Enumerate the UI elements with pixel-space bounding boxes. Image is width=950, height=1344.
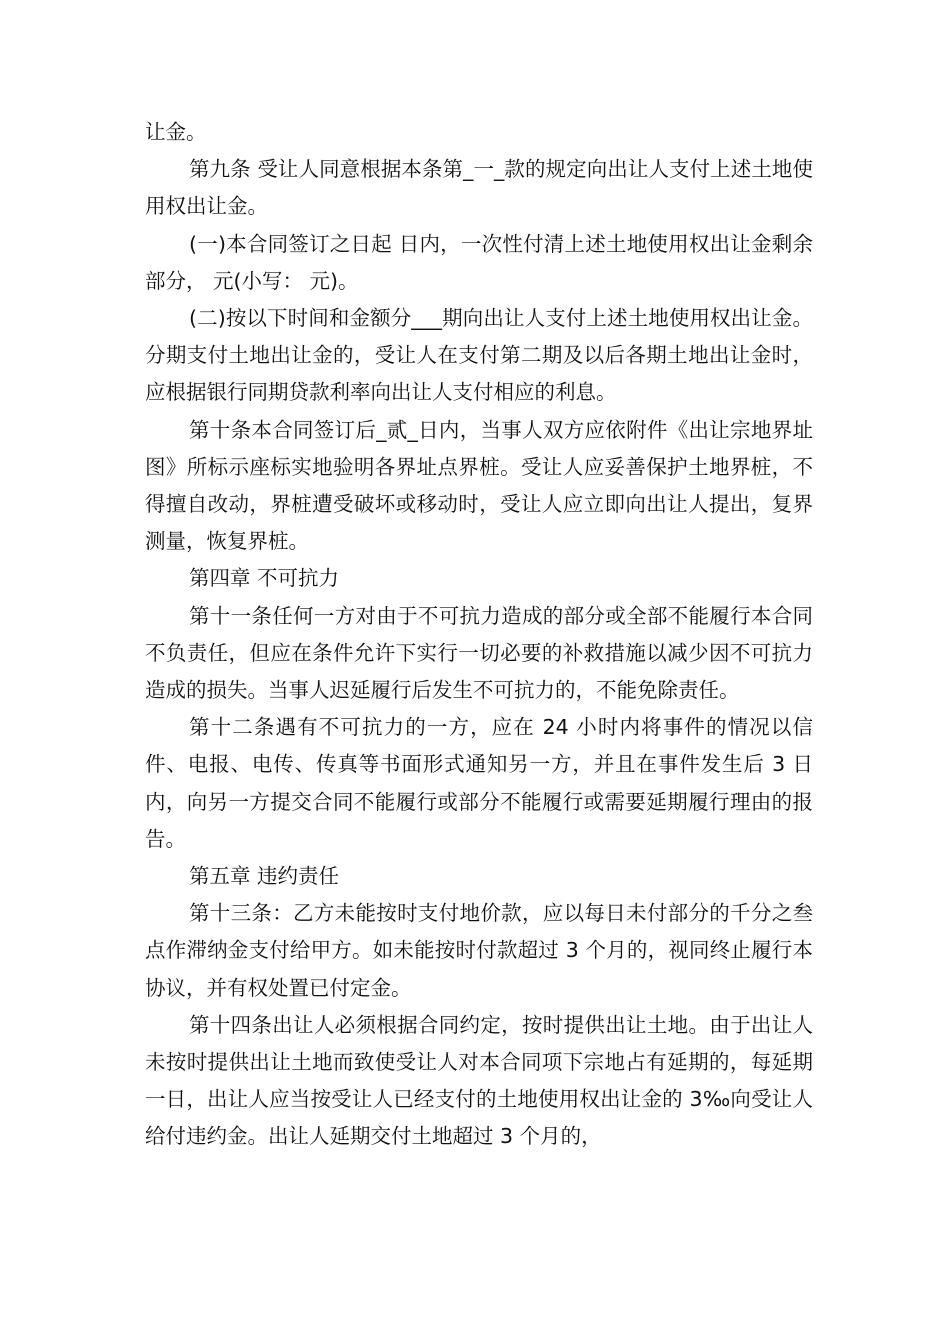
paragraph-article-14: 第十四条出让人必须根据合同约定，按时提供出让土地。由于出让人未按时提供出让土地而致使受让人对本合同项下宗地占有延期的，每延期一日，出让人应当按受让人已经支付的土地使用权出让金的 3‰向受让人给付违约金。出让人延期交付土地超过 3 个月的， [145, 1012, 813, 1149]
document-body [145, 114, 813, 1156]
paragraph-article-11: 第十一条任何一方对由于不可抗力造成的部分或全部不能履行本合同不负责任，但应在条件允许下实行一切必要的补救措施以减少因不可抗力造成的损失。当事人迟延履行后发生不可抗力的，不能免除责任。 [145, 603, 813, 703]
paragraph-article-12: 第十二条遇有不可抗力的一方，应在 24 小时内将事件的情况以信件、电报、电传、传真等书面形式通知另一方，并且在事件发生后 3 日内，向另一方提交合同不能履行或部分不能履行或需要延期履行理由的报告。 [145, 715, 813, 851]
paragraph-article-9-item-2: (二)按以下时间和金额分___期向出让人支付上述土地使用权出让金。分期支付土地出让金的，受让人在支付第二期及以后各期土地出让金时，应根据银行同期贷款利率向出让人支付相应的利息。 [145, 306, 813, 405]
chapter-heading-5: 第五章 违约责任 [189, 864, 340, 889]
paragraph-article-9: 第九条 受让人同意根据本条第_一_款的规定向出让人支付上述土地使用权出让金。 [145, 157, 813, 219]
paragraph-article-9-item-1: (一)本合同签订之日起 日内，一次性付清上述土地使用权出让金剩余部分， 元(小写： 元)。 [145, 231, 813, 293]
chapter-heading-4: 第四章 不可抗力 [189, 566, 340, 591]
paragraph-article-10: 第十条本合同签订后_贰_日内，当事人双方应依附件《出让宗地界址图》所标示座标实地验明各界址点界桩。受让人应妥善保护土地界桩，不得擅自改动，界桩遭受破坏或移动时，受让人应立即向出让人提出，复界测量，恢复界桩。 [145, 417, 813, 554]
paragraph-article-13: 第十三条：乙方未能按时支付地价款，应以每日未付部分的千分之叁点作滞纳金支付给甲方。如未能按时付款超过 3 个月的，视同终止履行本协议，并有权处置已付定金。 [145, 901, 813, 1000]
paragraph-continuation: 让金。 [145, 120, 207, 144]
